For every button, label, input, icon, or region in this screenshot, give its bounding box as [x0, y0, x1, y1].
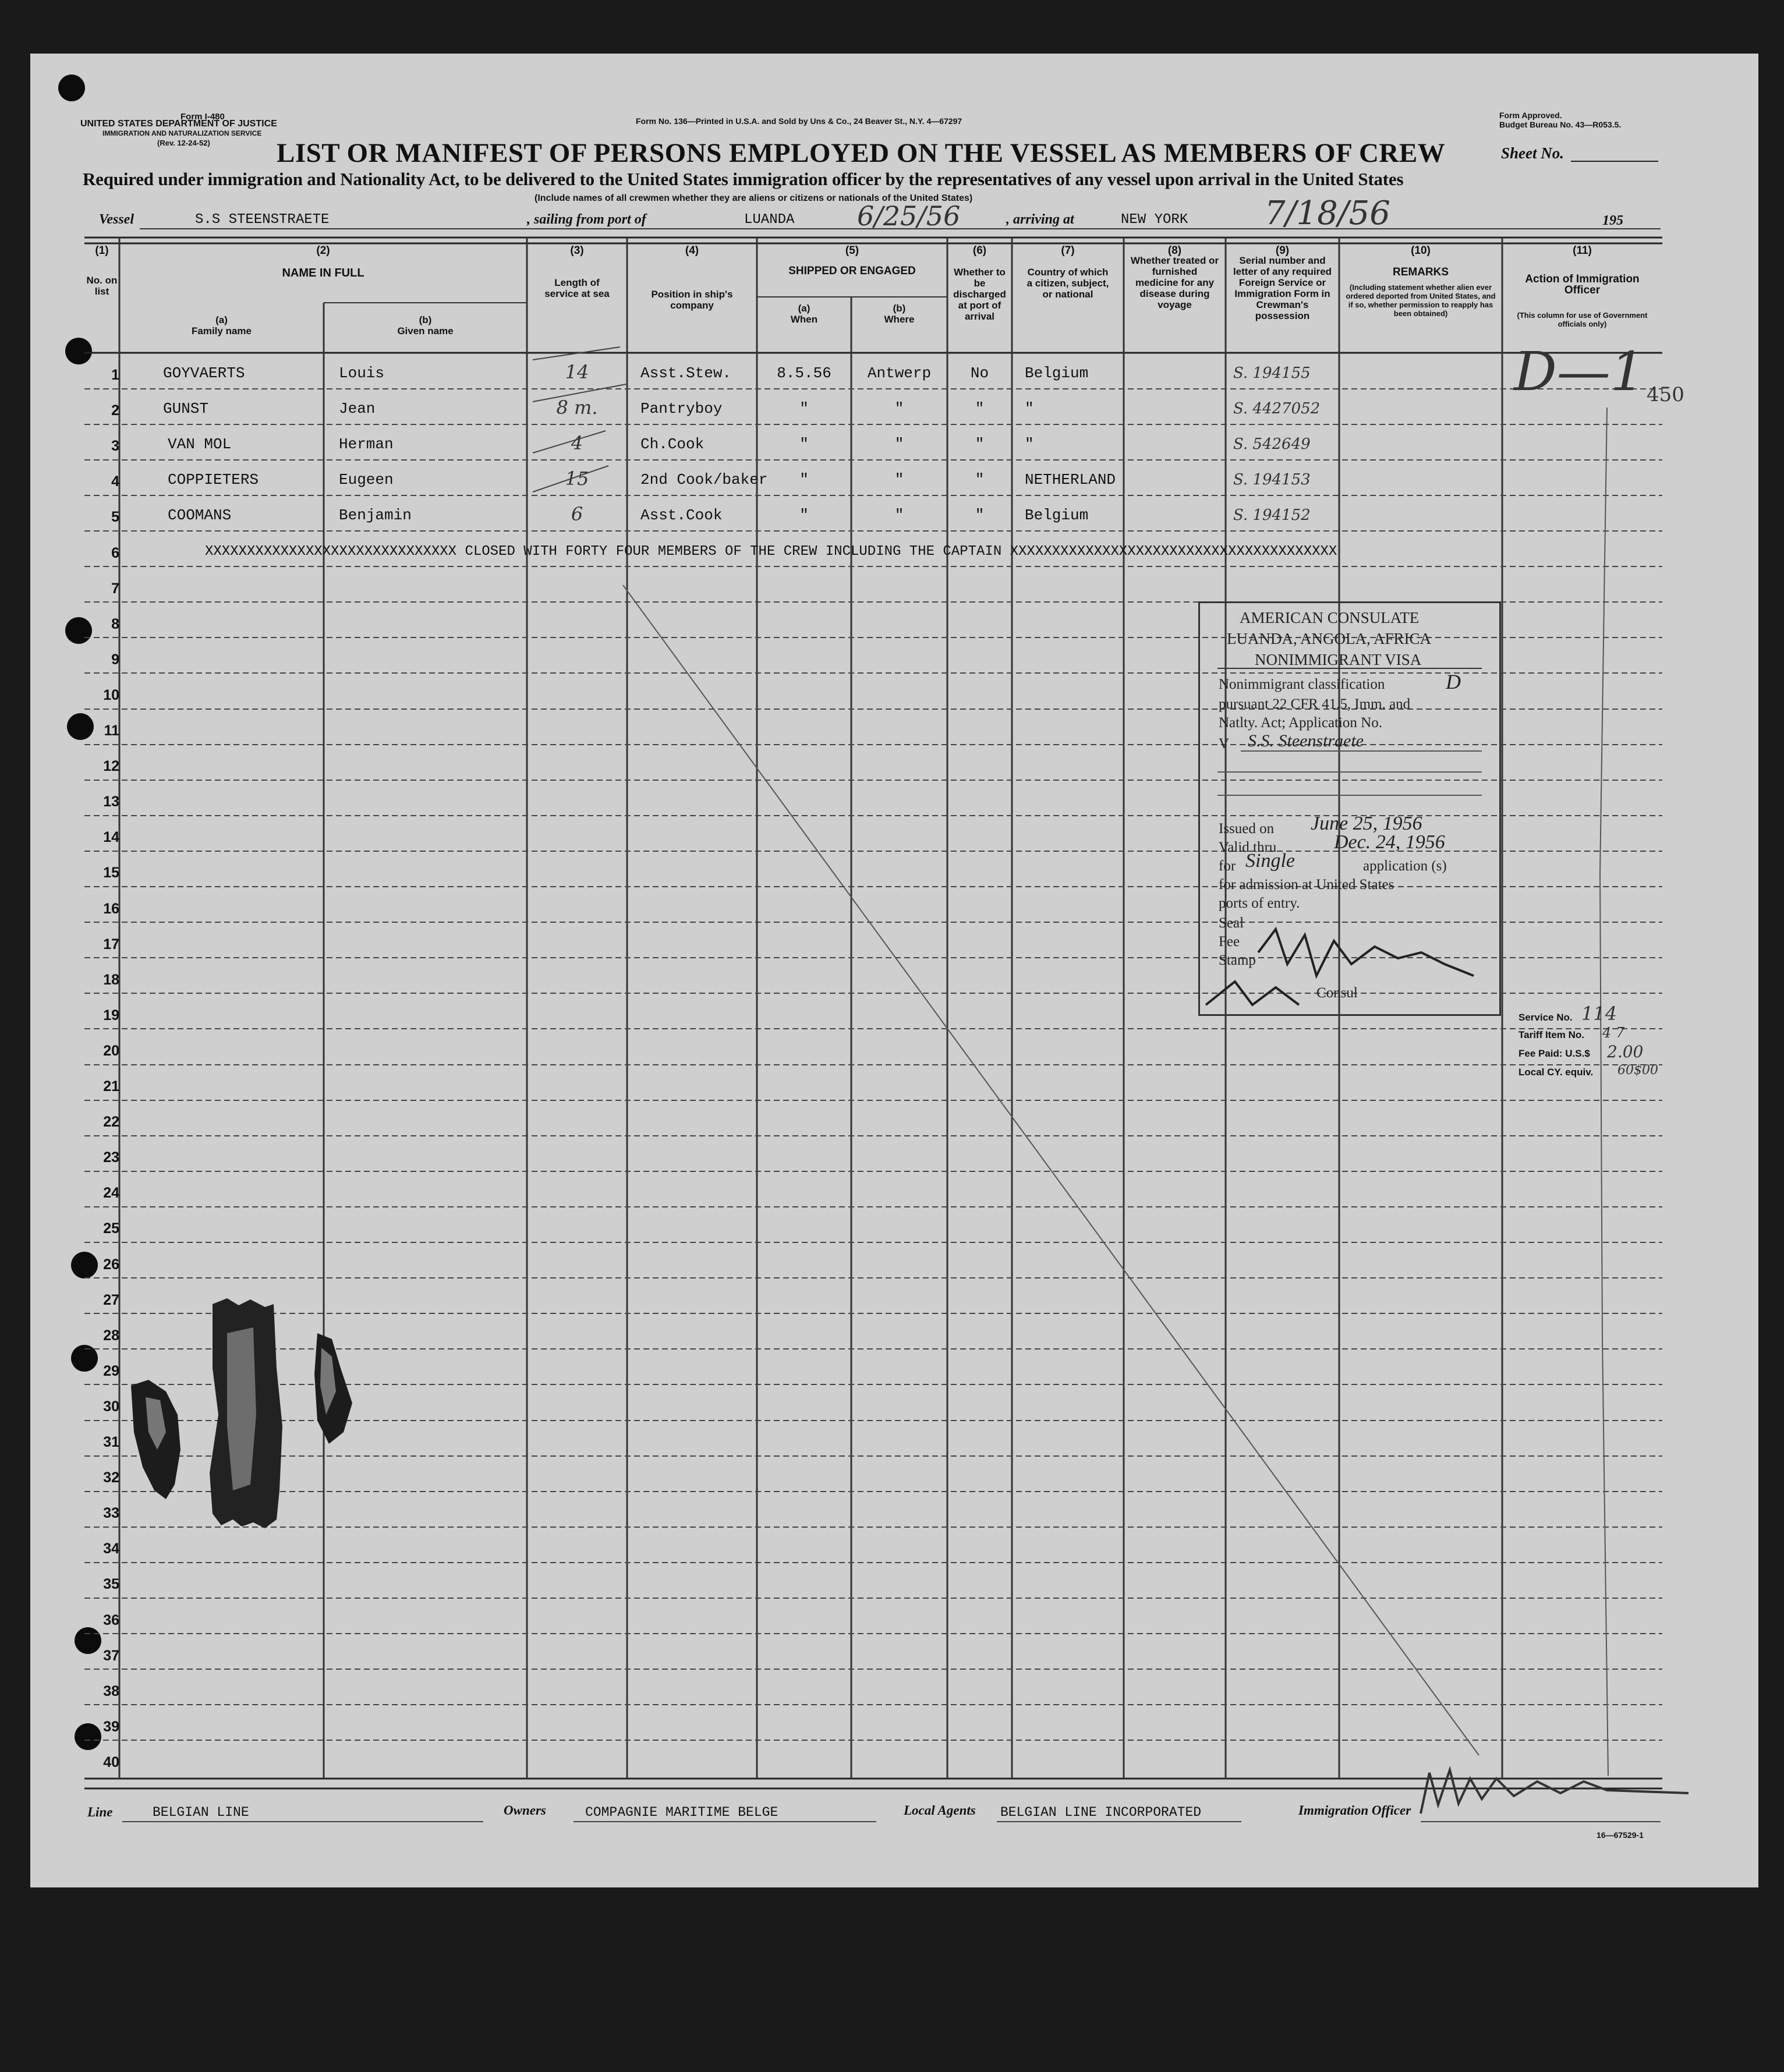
- col-10-note: (Including statement whether alien ever ordered deported from United States, and if so, whether permission to reapply has been obtained): [1346, 283, 1496, 318]
- stamp-stamp-label: Stamp: [1219, 952, 1256, 968]
- row-number: 35: [103, 1576, 119, 1592]
- row-number: 3: [111, 438, 119, 454]
- action-mark: D—1: [1514, 341, 1645, 403]
- form-code: 16—67529-1: [1597, 1830, 1644, 1840]
- engaged-when: 8.5.56: [777, 364, 831, 382]
- side-number: 450: [1647, 383, 1684, 406]
- tariff-label: Tariff Item No.: [1518, 1029, 1585, 1040]
- row-number: 16: [103, 901, 119, 917]
- col-11-note: (This column for use of Government officials only): [1517, 311, 1648, 328]
- family-name: VAN MOL: [168, 435, 232, 453]
- row-number: 4: [111, 473, 119, 490]
- given-name: Jean: [339, 400, 376, 417]
- row-number: 32: [103, 1469, 119, 1486]
- row-number: 2: [111, 402, 119, 419]
- row-number: 25: [103, 1220, 119, 1237]
- col-9-number: (9): [1275, 245, 1290, 257]
- engaged-when: ": [799, 435, 809, 453]
- agents-value: BELGIAN LINE INCORPORATED: [1000, 1805, 1202, 1820]
- row-number: 28: [103, 1327, 119, 1344]
- col-5-header: SHIPPED OR ENGAGED: [788, 265, 916, 277]
- serial-number: S. 194153: [1233, 471, 1311, 488]
- row-number: 40: [103, 1754, 119, 1770]
- engaged-where: ": [894, 471, 904, 488]
- col-10-number: (10): [1411, 245, 1431, 257]
- consulate-visa-stamp: [1198, 601, 1501, 1016]
- sailing-date: 6/25/56: [857, 200, 961, 232]
- stamp-admission: for admission at United States: [1219, 877, 1394, 892]
- row-number: 39: [103, 1719, 119, 1735]
- row-number: 17: [103, 936, 119, 952]
- ship-position: Asst.Stew.: [640, 364, 732, 382]
- col-1-number: (1): [95, 245, 109, 257]
- col-2b-header: (b) Given name: [397, 314, 454, 337]
- row-number: 15: [103, 865, 119, 881]
- row-number: 19: [103, 1007, 119, 1023]
- given-name: Eugeen: [339, 471, 394, 488]
- arriving-label: , arriving at: [1006, 212, 1074, 227]
- ship-position: Pantryboy: [640, 400, 723, 417]
- col-6-number: (6): [972, 245, 987, 257]
- discharged: ": [975, 400, 985, 417]
- family-name: GOYVAERTS: [163, 364, 245, 382]
- col-3-header: Length of service at sea: [544, 277, 610, 299]
- stamp-fee: Fee: [1219, 934, 1240, 950]
- row-number: 29: [103, 1363, 119, 1379]
- col-6-header: Whether to be discharged at port of arrival: [953, 267, 1006, 322]
- citizenship: Belgium: [1025, 507, 1089, 524]
- row-number: 11: [104, 722, 119, 739]
- officer-underline: [1421, 1821, 1661, 1822]
- stamp-classification: D: [1446, 670, 1461, 693]
- col-10-header: REMARKS: [1392, 266, 1449, 278]
- row-number: 7: [111, 580, 119, 597]
- engaged-when: ": [799, 507, 809, 524]
- engaged-where: ": [894, 435, 904, 453]
- tariff: 4 7: [1602, 1025, 1625, 1041]
- family-name: COOMANS: [168, 507, 232, 524]
- row-number: 13: [103, 794, 119, 810]
- stamp-application: application (s): [1363, 858, 1447, 874]
- family-name: GUNST: [163, 400, 209, 417]
- row-number: 22: [103, 1114, 119, 1130]
- col-2-number: (2): [316, 245, 330, 257]
- stamp-classification-label: Nonimmigrant classification: [1219, 677, 1385, 692]
- vessel-label: Vessel: [99, 212, 134, 227]
- owners-underline: [574, 1821, 876, 1822]
- row-number: 20: [103, 1043, 119, 1059]
- col-7-header: Country of which a citizen, subject, or national: [1026, 267, 1109, 300]
- given-name: Louis: [339, 364, 385, 382]
- line-value: BELGIAN LINE: [153, 1805, 249, 1820]
- sailing-label: , sailing from port of: [527, 212, 646, 227]
- engaged-where: ": [894, 507, 904, 524]
- row-number: 33: [103, 1505, 119, 1521]
- vessel-name: S.S STEENSTRAETE: [195, 212, 330, 228]
- stamp-act: Natlty. Act; Application No.: [1219, 715, 1382, 731]
- engaged-where: Antwerp: [867, 364, 932, 382]
- discharged: ": [975, 507, 985, 524]
- row-number: 9: [111, 651, 119, 668]
- col-2-header: NAME IN FULL: [282, 267, 364, 279]
- col-3-number: (3): [570, 245, 584, 257]
- sheet-no-label: Sheet No.: [1501, 144, 1564, 162]
- stamp-ports: ports of entry.: [1219, 895, 1300, 911]
- stamp-issued-label: Issued on: [1219, 821, 1275, 837]
- stamp-valid: Dec. 24, 1956: [1334, 831, 1445, 853]
- line-underline: [122, 1821, 483, 1822]
- row-number: 30: [103, 1398, 119, 1415]
- arrival-date: 7/18/56: [1265, 194, 1390, 232]
- col-5a-header: (a) When: [790, 303, 818, 325]
- citizenship: ": [1025, 435, 1034, 453]
- stamp-pursuant: pursuant 22 CFR 41.5, Imm. and: [1219, 696, 1411, 712]
- department: UNITED STATES DEPARTMENT OF JUSTICE: [80, 119, 277, 129]
- row-number: 27: [103, 1292, 119, 1308]
- row-number: 12: [103, 758, 119, 774]
- col-11-header: Action of Immigration Officer: [1525, 273, 1640, 296]
- service-no-label: Service No.: [1518, 1012, 1573, 1023]
- row-number: 14: [103, 829, 119, 845]
- row-number: 34: [103, 1540, 119, 1557]
- engaged-where: ": [894, 400, 904, 417]
- sailing-port: LUANDA: [744, 212, 795, 228]
- stamp-line-2: LUANDA, ANGOLA, AFRICA: [1227, 630, 1432, 647]
- service-length: 15: [565, 467, 589, 490]
- row-number: 31: [103, 1434, 119, 1450]
- ship-position: Ch.Cook: [640, 435, 705, 453]
- stamp-for-value: Single: [1245, 850, 1295, 872]
- stamp-valid-label: Valid thru: [1219, 840, 1277, 855]
- family-name: COPPIETERS: [168, 471, 259, 488]
- stamp-app-prefix: V: [1219, 736, 1230, 752]
- row-number: 8: [111, 616, 119, 632]
- row-number: 5: [111, 509, 119, 525]
- row-number: 18: [103, 972, 119, 988]
- row-number: 24: [103, 1185, 119, 1201]
- citizenship: NETHERLAND: [1025, 471, 1116, 488]
- service-length: 6: [571, 503, 583, 525]
- fee-label: Fee Paid: U.S.$: [1518, 1048, 1590, 1059]
- budget-bureau: Budget Bureau No. 43—R053.5.: [1499, 120, 1622, 129]
- stamp-seal: Seal: [1219, 915, 1244, 931]
- closing-statement: XXXXXXXXXXXXXXXXXXXXXXXXXXXXXX CLOSED WITH FORTY FOUR MEMBERS OF THE CREW INCLUDING THE CAPTAIN XXXXXXXXXXXXXXXXXXXXXXXXXXXXXXXXXXXXXXX: [205, 544, 1337, 559]
- row-number: 37: [103, 1648, 119, 1664]
- col-5b-header: (b) Where: [884, 303, 915, 325]
- discharged: ": [975, 471, 985, 488]
- row-number: 38: [103, 1683, 119, 1699]
- row-number: 36: [103, 1612, 119, 1628]
- service: IMMIGRATION AND NATURALIZATION SERVICE: [102, 129, 262, 137]
- year-label: 195: [1602, 213, 1623, 228]
- arrival-port: NEW YORK: [1121, 212, 1188, 228]
- local-equiv-label: Local CY. equiv.: [1518, 1067, 1594, 1078]
- citizenship: Belgium: [1025, 364, 1089, 382]
- col-2a-header: (a) Family name: [192, 314, 252, 337]
- crew-note: (Include names of all crewmen whether they are aliens or citizens or nationals of the United States): [535, 193, 973, 203]
- stamp-line-3: NONIMMIGRANT VISA: [1255, 651, 1422, 668]
- engaged-when: ": [799, 400, 809, 417]
- engaged-when: ": [799, 471, 809, 488]
- col-9-header: Serial number and letter of any required Foreign Service or Immigration Form in Crewman's possession: [1233, 255, 1332, 321]
- printer-note: Form No. 136—Printed in U.S.A. and Sold by Uns & Co., 24 Beaver St., N.Y. 4—67297: [636, 116, 962, 126]
- discharged: ": [975, 435, 985, 453]
- stamp-for-label: for: [1219, 858, 1236, 874]
- serial-number: S. 194152: [1233, 507, 1311, 524]
- form-approved: Form Approved.: [1499, 111, 1562, 120]
- consul-signature: [1200, 603, 1499, 1014]
- col-4-header: Position in ship's company: [651, 289, 733, 311]
- stamp-consul: Consul: [1316, 985, 1358, 1001]
- row-number: 26: [103, 1256, 119, 1273]
- owners-label: Owners: [504, 1803, 546, 1818]
- fee: 2.00: [1607, 1042, 1644, 1061]
- serial-number: S. 194155: [1233, 364, 1311, 382]
- discharged: No: [970, 364, 989, 382]
- ship-position: Asst.Cook: [640, 507, 723, 524]
- stamp-app-value: S.S. Steenstraete: [1248, 731, 1364, 750]
- row-number: 1: [111, 367, 119, 383]
- form-id: Form I-480: [180, 112, 225, 122]
- row-number: 23: [103, 1149, 119, 1166]
- stamp-line-1: AMERICAN CONSULATE: [1240, 609, 1420, 626]
- service-length: 14: [565, 361, 589, 383]
- service-length: 4: [571, 432, 583, 454]
- row-number: 10: [103, 687, 119, 703]
- row-number: 6: [111, 545, 119, 561]
- owners-value: COMPAGNIE MARITIME BELGE: [585, 1805, 778, 1820]
- line-label: Line: [87, 1805, 113, 1819]
- service-length: 8 m.: [556, 396, 598, 419]
- row-number: 21: [103, 1078, 119, 1095]
- citizenship: ": [1025, 400, 1034, 417]
- revision: (Rev. 12-24-52): [157, 139, 210, 147]
- service-no: 114: [1581, 1003, 1617, 1025]
- col-1-header: No. on list: [86, 275, 118, 297]
- officer-label: Immigration Officer: [1298, 1803, 1411, 1818]
- serial-number: S. 4427052: [1233, 400, 1321, 417]
- subtitle: Required under immigration and Nationality Act, to be delivered to the United States immigration officer by the representatives of any vessel upon arrival in the United States: [83, 169, 1404, 189]
- agents-label: Local Agents: [904, 1803, 976, 1818]
- stamp-issued: June 25, 1956: [1311, 813, 1422, 834]
- serial-number: S. 542649: [1233, 435, 1311, 453]
- ink-blot: [125, 1298, 370, 1543]
- col-7-number: (7): [1061, 245, 1075, 257]
- page-title: LIST OR MANIFEST OF PERSONS EMPLOYED ON THE VESSEL AS MEMBERS OF CREW: [277, 138, 1446, 168]
- col-8-number: (8): [1167, 245, 1182, 257]
- given-name: Herman: [339, 435, 394, 453]
- col-4-number: (4): [685, 245, 699, 257]
- col-8-header: Whether treated or furnished medicine for any disease during voyage: [1130, 255, 1219, 310]
- col-5-number: (5): [845, 245, 859, 257]
- given-name: Benjamin: [339, 507, 412, 524]
- agents-underline: [997, 1821, 1241, 1822]
- ship-position: 2nd Cook/baker: [640, 471, 768, 488]
- col-11-number: (11): [1573, 245, 1592, 257]
- local-equiv: 60$00: [1617, 1063, 1658, 1078]
